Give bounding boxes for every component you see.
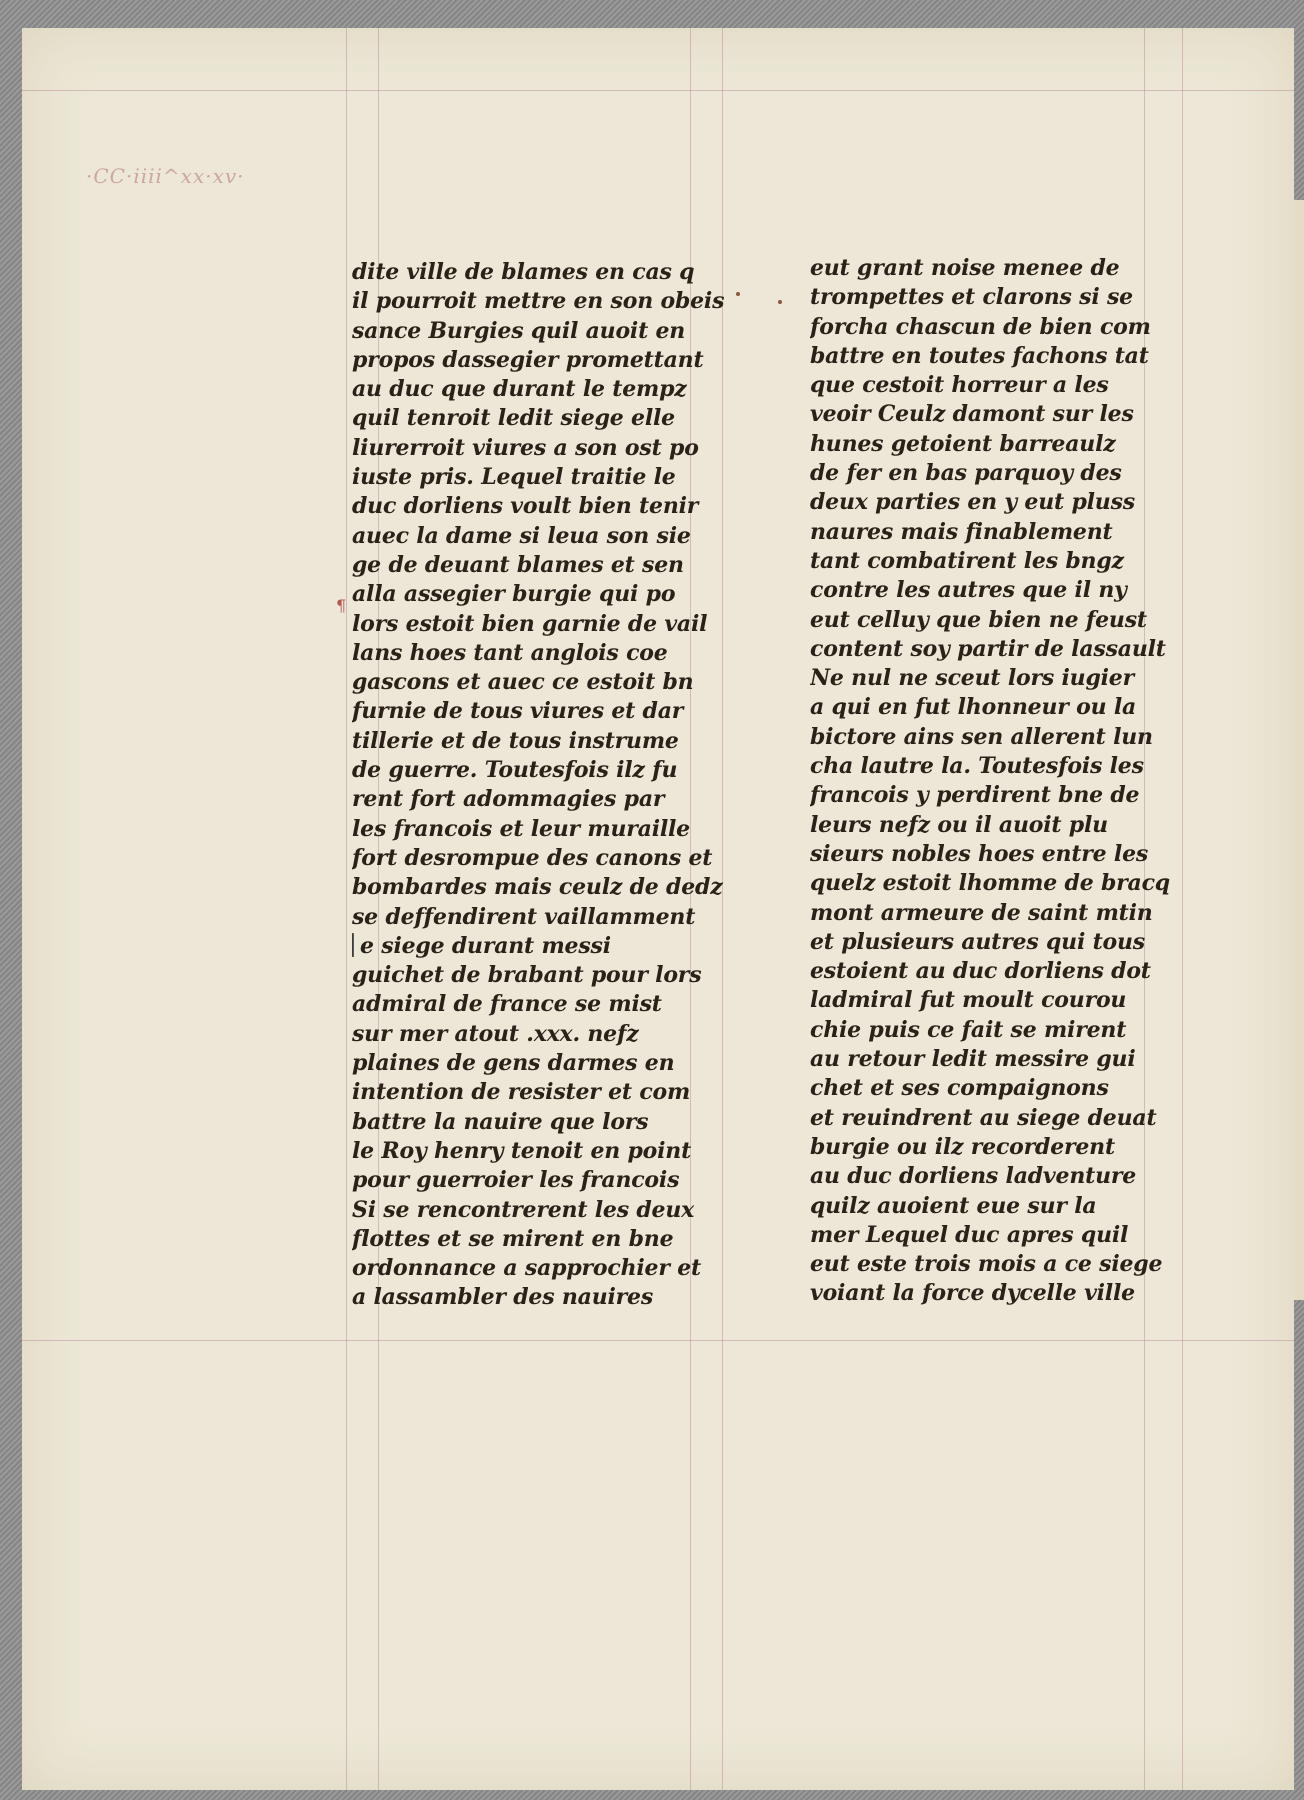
text-line: sance Burgies quil auoit en [352, 317, 686, 344]
text-line: forcha chascun de bien com [810, 313, 1151, 340]
text-line: Si se rencontrerent les deux [352, 1196, 695, 1223]
text-line: fort desrompue des canons et [352, 844, 713, 871]
text-line: ordonnance a sapprochier et [352, 1255, 701, 1282]
text-line: liurerroit viures a son ost po [352, 434, 699, 461]
pilcrow-mark: ¶ [336, 596, 347, 615]
text-line: et reuindrent au siege deuat [810, 1104, 1157, 1131]
text-line: guichet de brabant pour lors [352, 962, 702, 989]
text-line: furnie de tous viures et dar [352, 698, 684, 725]
text-line: les francois et leur muraille [352, 815, 690, 842]
text-line: intention de resister et com [352, 1079, 691, 1106]
text-line: naures mais finablement [810, 518, 1113, 545]
text-line: quilz auoient eue sur la [810, 1192, 1097, 1219]
text-line: battre la nauire que lors [352, 1108, 649, 1135]
text-line: lans hoes tant anglois coe [352, 639, 668, 666]
text-line: eut grant noise menee de [810, 255, 1120, 281]
text-line: a lassambler des nauires [352, 1284, 654, 1311]
text-line: alla assegier burgie qui po [352, 581, 676, 608]
text-line: le Roy henry tenoit en point [352, 1137, 692, 1164]
text-line: lors estoit bien garnie de vail [352, 610, 708, 637]
text-line: mont armeure de saint mtin [810, 899, 1153, 926]
text-line: au duc dorliens ladventure [810, 1163, 1137, 1190]
text-line: eut celluy que bien ne feust [810, 606, 1147, 633]
text-line: cha lautre la. Toutesfois les [810, 753, 1144, 780]
text-line: quelz estoit lhomme de bracq [810, 870, 1170, 897]
text-line: auec la dame si leua son sie [352, 522, 691, 549]
text-line: iuste pris. Lequel traitie le [352, 464, 676, 491]
text-line: il pourroit mettre en son obeis [352, 288, 725, 315]
text-line: rent fort adommagies par [352, 786, 665, 813]
text-line: plaines de gens darmes en [352, 1050, 675, 1077]
text-line: mer Lequel duc apres quil [810, 1221, 1129, 1248]
text-column-left [352, 258, 752, 1313]
text-line: francois y perdirent bne de [810, 782, 1140, 809]
text-line-with-initial [352, 932, 752, 961]
text-line: tant combatirent les bngz [810, 547, 1124, 574]
text-line: bictore ains sen allerent lun [810, 723, 1153, 750]
text-line: voiant la force dycelle ville [810, 1280, 1135, 1307]
text-line: battre en toutes fachons tat [810, 342, 1149, 369]
text-line: sieurs nobles hoes entre les [810, 840, 1149, 867]
text-line: quil tenroit ledit siege elle [352, 405, 675, 432]
text-line: deux parties en y eut pluss [810, 489, 1135, 516]
text-line: ladmiral fut moult courou [810, 987, 1127, 1014]
text-line: flottes et se mirent en bne [352, 1225, 674, 1252]
ruling-line [22, 1340, 1294, 1341]
text-line: e siege durant messi [360, 932, 611, 959]
text-line: a qui en fut lhonneur ou la [810, 694, 1137, 721]
text-line: au duc que durant le tempz [352, 376, 687, 403]
text-line: Ne nul ne sceut lors iugier [810, 665, 1134, 692]
text-line: au retour ledit messire gui [810, 1046, 1136, 1073]
text-line: gascons et auec ce estoit bn [352, 669, 694, 696]
ruling-line [346, 28, 347, 1790]
text-line: se deffendirent vaillamment [352, 903, 696, 930]
text-column-right [810, 254, 1210, 1309]
text-line: propos dassegier promettant [352, 346, 704, 373]
text-line: content soy partir de lassault [810, 635, 1166, 662]
text-line: de guerre. Toutesfois ilz fu [352, 757, 678, 784]
text-line: que cestoit horreur a les [810, 372, 1109, 399]
text-line: leurs nefz ou il auoit plu [810, 811, 1108, 838]
folio-number: ·CC·iiii^xx·xv· [86, 164, 245, 188]
text-line: veoir Ceulz damont sur les [810, 401, 1134, 428]
text-line: chie puis ce fait se mirent [810, 1016, 1127, 1043]
text-line: tillerie et de tous instrume [352, 727, 679, 754]
text-line: duc dorliens voult bien tenir [352, 493, 699, 520]
text-line: dite ville de blames en cas q [352, 259, 695, 285]
illuminated-initial [352, 933, 354, 957]
text-line: ge de deuant blames et sen [352, 551, 684, 578]
text-line: contre les autres que il ny [810, 577, 1127, 604]
text-line: trompettes et clarons si se [810, 284, 1133, 311]
text-line: hunes getoient barreaulz [810, 430, 1116, 457]
text-line: eut este trois mois a ce siege [810, 1251, 1163, 1278]
text-line: sur mer atout .xxx. nefz [352, 1020, 639, 1047]
ink-dot [778, 300, 782, 304]
text-line: chet et ses compaignons [810, 1075, 1109, 1102]
ruling-line [22, 90, 1294, 91]
text-line: burgie ou ilz recorderent [810, 1133, 1115, 1160]
text-line: estoient au duc dorliens dot [810, 958, 1151, 985]
text-line: bombardes mais ceulz de dedz [352, 874, 723, 901]
text-line: pour guerroier les francois [352, 1167, 680, 1194]
text-line: de fer en bas parquoy des [810, 460, 1122, 487]
text-line: admiral de france se mist [352, 991, 662, 1018]
text-line: et plusieurs autres qui tous [810, 928, 1145, 955]
